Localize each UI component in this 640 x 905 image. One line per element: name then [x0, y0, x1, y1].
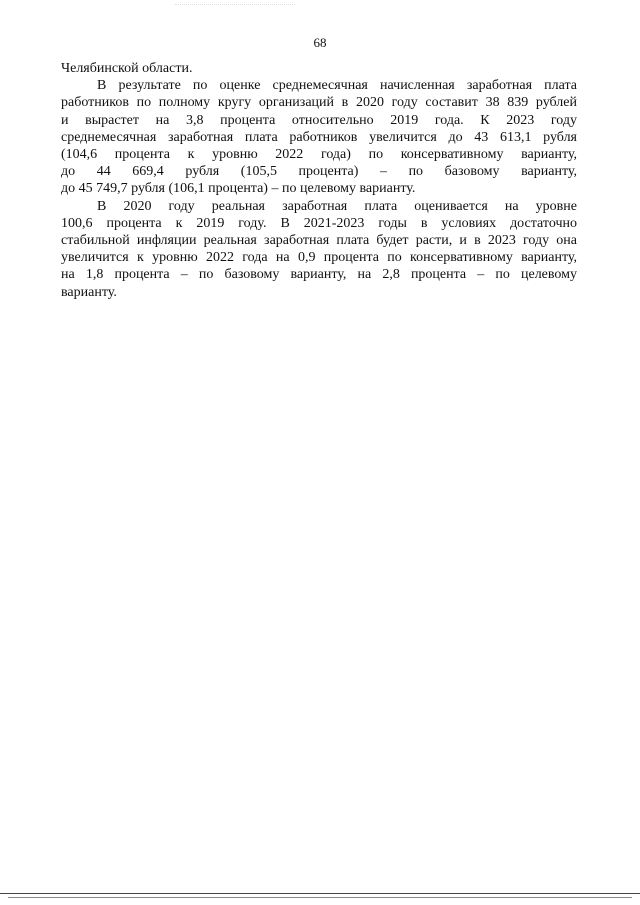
paragraph — [61, 198, 577, 301]
text-line: до 45 749,7 рубля (106,1 процента) – по целевому варианту. — [61, 181, 416, 197]
scan-artifact-bottom — [0, 893, 640, 894]
page-number: 68 — [313, 35, 327, 50]
text-line: 100,6 процента к 2019 году. В 2021-2023 годы в условиях достаточно — [61, 215, 577, 231]
text-line: до 44 669,4 рубля (105,5 процента) – по базовому варианту, — [61, 164, 577, 180]
text-line: Челябинской области. — [61, 61, 193, 76]
document-body — [61, 60, 577, 301]
scan-artifact-top — [175, 4, 295, 7]
text-line: увеличится к уровню 2022 года на 0,9 процента по консервативному варианту, — [61, 250, 577, 266]
scan-artifact-bottom-secondary — [8, 897, 632, 898]
text-line: и вырастет на 3,8 процента относительно 2019 года. К 2023 году — [61, 112, 577, 128]
text-line: стабильной инфляции реальная заработная плата будет расти, и в 2023 году она — [61, 233, 577, 249]
paragraph — [61, 77, 577, 197]
text-line: В результате по оценке среднемесячная начисленная заработная плата — [97, 78, 577, 94]
text-line: В 2020 году реальная заработная плата оценивается на уровне — [97, 198, 577, 214]
text-line: (104,6 процента к уровню 2022 года) по консервативному варианту, — [61, 147, 577, 163]
text-line: на 1,8 процента – по базовому варианту, на 2,8 процента – по целевому — [61, 267, 577, 283]
text-line: работников по полному кругу организаций в 2020 году составит 38 839 рублей — [61, 95, 577, 111]
paragraph — [61, 60, 577, 77]
text-line: среднемесячная заработная плата работников увеличится до 43 613,1 рубля — [61, 129, 577, 145]
text-line: варианту. — [61, 284, 117, 300]
